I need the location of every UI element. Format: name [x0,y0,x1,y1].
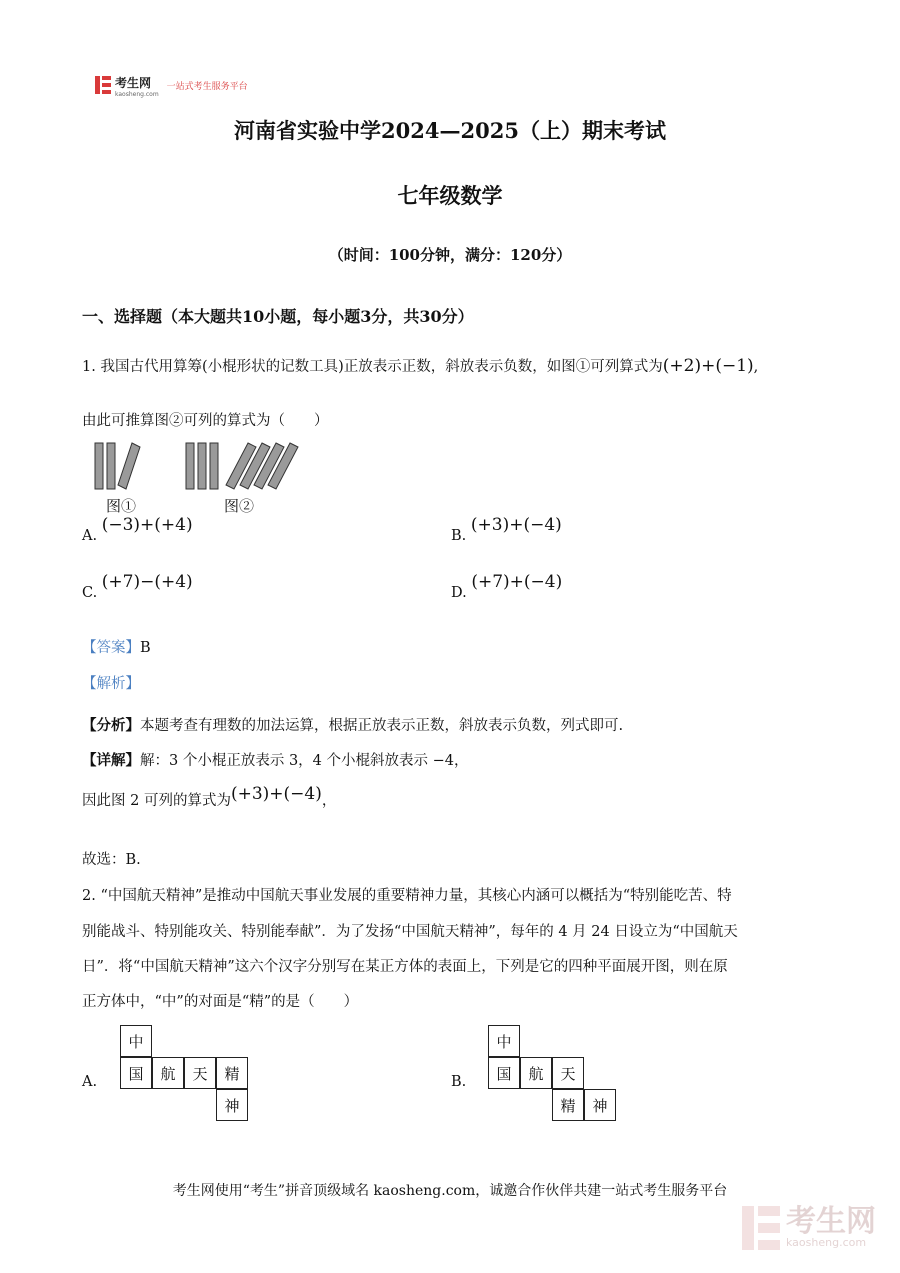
q1-xiangjie [82,751,469,771]
xiangjie-tag: 【详解】 [82,752,140,769]
logo-icon [95,76,111,94]
rod-upright [186,443,194,489]
q2-line4: 正方体中，“中”的对面是“精”的是（ ） [82,994,359,1010]
net-cell: 精 [216,1057,248,1089]
section-heading: 一、选择题（本大题共10小题，每小题3分，共30分） [82,307,474,326]
rod-upright [95,443,103,489]
watermark-logo-icon [742,1206,780,1250]
watermark-name: 考生网 [786,1204,876,1239]
logo-slogan: 一站式考生服务平台 [166,81,248,92]
q1-option-b [451,515,562,546]
q1-analysis-tag: 【解析】 [82,676,140,692]
q1-stem-line2: 由此可推算图②可列的算式为（ ） [82,413,329,429]
xiangjie-text2: 因此图 2 可列的算式为 [82,793,231,809]
logo-domain: kaosheng.com [115,91,159,98]
rod-upright [107,443,115,489]
q1-stem-text: 1. 我国古代用算筹(小棍形状的记数工具)正放表示正数，斜放表示负数，如图①可列算式为 [82,359,663,375]
q1-fenxi [82,716,623,736]
q1-xiangjie-line2 [82,784,337,811]
option-formula: (+7)−(+4) [101,572,193,592]
logo-name: 考生网 [115,76,152,90]
q1-choose: 故选：B. [82,852,141,868]
q2-line1: 2. “中国航天精神”是推动中国航天事业发展的重要精神力量，其核心内涵可以概括为“特别能吃苦、特 [82,888,732,904]
net-cell: 天 [184,1057,216,1089]
site-logo [95,72,248,98]
rod-upright [210,443,218,489]
q1-stem-line1 [82,356,758,377]
q2-line2: 别能战斗、特别能攻关、特别能奉献”．为了发扬“中国航天精神”，每年的 4 月 24 日设立为“中国航天 [82,924,738,940]
q1-answer [82,638,151,658]
option-formula: (−3)+(+4) [101,515,193,535]
net-cell: 航 [520,1057,552,1089]
option-letter: D. [451,585,467,601]
logo-text-block [115,72,159,98]
rod-slanted [118,443,140,489]
xiangjie-comma: ， [321,793,337,809]
fig2-label: 图② [224,497,255,515]
q1-option-d [451,572,563,603]
exam-subject: 七年级数学 [397,183,503,208]
answer-tag: 【答案】 [82,640,140,656]
watermark-text-block [786,1204,876,1249]
net-cell: 航 [152,1057,184,1089]
q1-stem-formula: (+2)+(−1) [662,356,754,376]
fig1-label: 图① [106,497,137,515]
xiangjie-text: 解：3 个小棍正放表示 3，4 个小棍斜放表示 −4， [140,753,469,769]
net-cell: 神 [584,1089,616,1121]
watermark [742,1206,876,1250]
xiangjie-formula: (+3)+(−4) [230,784,322,804]
q2-option-b-letter: B. [451,1074,467,1090]
q1-stem-comma: , [753,359,759,375]
option-formula: (+3)+(−4) [470,515,562,535]
footer-text: 考生网使用“考生”拼音顶级域名 kaosheng.com，诚邀合作伙伴共建一站式考生服务平台 [172,1183,728,1199]
net-cell: 神 [216,1089,248,1121]
exam-title: 河南省实验中学2024—2025（上）期末考试 [234,118,666,143]
option-letter: A. [82,528,98,544]
net-cell: 国 [120,1057,152,1089]
q1-option-a [82,515,193,546]
net-cell: 天 [552,1057,584,1089]
rod-upright [198,443,206,489]
counting-rods-figure [94,442,304,490]
option-letter: C. [82,585,98,601]
net-cell: 中 [488,1025,520,1057]
watermark-domain: kaosheng.com [786,1236,867,1249]
fenxi-tag: 【分析】 [82,717,140,734]
fenxi-text: 本题考查有理数的加法运算，根据正放表示正数，斜放表示负数，列式即可. [140,718,624,734]
net-cell: 国 [488,1057,520,1089]
q1-option-c [82,572,193,603]
option-letter: B. [451,528,467,544]
net-cell: 精 [552,1089,584,1121]
answer-value: B [140,640,151,656]
exam-meta: （时间：100分钟，满分：120分） [328,246,572,264]
q2-line3: 日”．将“中国航天精神”这六个汉字分别写在某正方体的表面上，下列是它的四种平面展开图，则在原 [82,959,728,975]
option-formula: (+7)+(−4) [471,572,563,592]
net-cell: 中 [120,1025,152,1057]
q2-option-a-letter: A. [82,1074,98,1090]
